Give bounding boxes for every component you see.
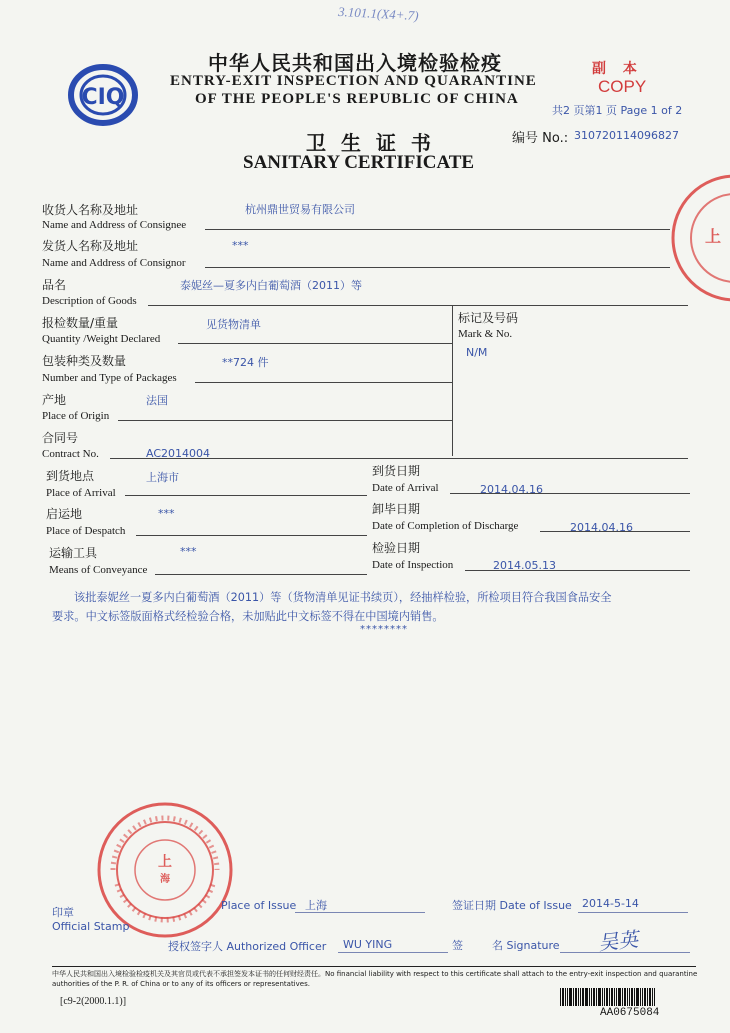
despatch-label-en: Place of Despatch — [46, 525, 126, 537]
contract-label-zh: 合同号 — [42, 431, 79, 445]
cert-title-zh: 卫 生 证 书 — [306, 131, 435, 155]
consignor-label-en: Name and Address of Consignor — [42, 257, 186, 269]
consignor-label-zh: 发货人名称及地址 — [42, 239, 139, 253]
issue-date-label: 签证日期 Date of Issue — [452, 899, 572, 912]
ciq-logo-icon — [66, 62, 140, 126]
consignee-label-zh: 收货人名称及地址 — [42, 203, 139, 217]
contract-label-en: Contract No. — [42, 448, 99, 460]
official-stamp-label-en: Official Stamp — [52, 920, 130, 933]
discharge-value: 2014.04.16 — [570, 521, 633, 534]
despatch-label-zh: 启运地 — [46, 507, 83, 521]
inspection-label-en: Date of Inspection — [372, 559, 454, 571]
origin-label-en: Place of Origin — [42, 410, 110, 422]
svg-text:上: 上 — [705, 227, 722, 246]
consignor-underline — [205, 267, 670, 268]
certificate-body-line-2: 要求。中文标签版面格式经检验合格，未加贴此中文标签不得在中国境内销售。 — [52, 610, 444, 623]
edge-seal-stamp — [665, 170, 730, 305]
signature-underline — [560, 952, 690, 953]
cert-number-label: 编号 No.: — [512, 131, 569, 146]
mark-label-en: Mark & No. — [458, 328, 513, 340]
conveyance-underline — [155, 574, 367, 575]
issue-place-value: 上海 — [305, 899, 327, 912]
issue-place-label: Place of Issue — [221, 899, 297, 912]
svg-text:上: 上 — [158, 854, 172, 870]
official-stamp-label-zh: 印章 — [52, 906, 74, 919]
origin-value: 法国 — [146, 394, 168, 407]
issue-place-underline — [295, 912, 425, 913]
quantity-label-en: Quantity /Weight Declared — [42, 333, 161, 345]
inspection-underline — [465, 570, 690, 571]
org-title-zh: 中华人民共和国出入境检验检疫 — [208, 51, 502, 75]
mark-box-divider — [452, 306, 453, 456]
mark-value: N/M — [466, 346, 488, 359]
officer-underline — [338, 952, 448, 953]
cert-title-en: SANITARY CERTIFICATE — [243, 152, 475, 173]
org-title-en-1: ENTRY-EXIT INSPECTION AND QUARANTINE — [170, 73, 537, 89]
org-title-en-2: OF THE PEOPLE'S REPUBLIC OF CHINA — [195, 91, 519, 107]
copy-label-zh: 副 本 — [592, 61, 643, 77]
origin-underline — [118, 420, 452, 421]
certificate-body-stars: ******** — [360, 624, 408, 635]
origin-label-zh: 产地 — [42, 393, 67, 407]
barcode-icon — [560, 988, 655, 1006]
official-seal-stamp — [95, 800, 235, 940]
conveyance-value: *** — [180, 545, 197, 558]
officer-label: 授权签字人 Authorized Officer — [168, 940, 327, 953]
discharge-label-en: Date of Completion of Discharge — [372, 520, 519, 532]
packages-label-en: Number and Type of Packages — [42, 372, 177, 384]
svg-text:海: 海 — [160, 874, 170, 885]
packages-underline — [195, 382, 452, 383]
logo-text: CIQ — [81, 85, 125, 110]
signature-label-zh: 签 — [452, 939, 463, 952]
inspection-label-zh: 检验日期 — [372, 541, 421, 555]
arrival-date-label-en: Date of Arrival — [372, 482, 439, 494]
handwritten-signature: 吴英 — [597, 926, 640, 956]
liability-disclaimer: 中华人民共和国出入境检验检疫机关及其官员或代表不承担签发本证书的任何财经责任。No financial liability with respect to this certificate shall attach to the entry-exit inspection and quarantine authorities of the P. R. of China or to any of its officers or representatives. — [52, 970, 698, 988]
quantity-value: 见货物清单 — [206, 318, 261, 331]
goods-label-zh: 品名 — [42, 278, 67, 292]
cert-number-value: 310720114096827 — [574, 129, 679, 142]
mark-label-zh: 标记及号码 — [458, 311, 519, 325]
conveyance-label-en: Means of Conveyance — [49, 564, 148, 576]
arrival-date-value: 2014.04.16 — [480, 483, 543, 496]
arrival-place-label-zh: 到货地点 — [46, 469, 95, 483]
consignee-label-en: Name and Address of Consignee — [42, 219, 187, 231]
barcode-number: AA0675084 — [600, 1007, 660, 1019]
page-info: 共2 页第1 页 Page 1 of 2 — [552, 104, 683, 117]
officer-value: WU YING — [343, 938, 393, 951]
arrival-place-value: 上海市 — [146, 471, 179, 484]
packages-value: **724 件 — [222, 356, 269, 369]
issue-date-value: 2014-5-14 — [582, 897, 639, 910]
handwritten-reference: 3.101.1(X4+.7) — [337, 3, 419, 24]
despatch-underline — [136, 535, 367, 536]
signature-label: 名 Signature — [492, 939, 560, 952]
certificate-body-line-1: 该批泰妮丝一夏多内白葡萄酒（2011）等（货物清单见证书续页），经抽样检验，所检项目符合我国食品安全 — [74, 591, 612, 604]
consignee-value: 杭州鼎世贸易有限公司 — [245, 203, 355, 216]
goods-label-en: Description of Goods — [42, 295, 137, 307]
discharge-underline — [540, 531, 690, 532]
arrival-place-label-en: Place of Arrival — [46, 487, 116, 499]
consignor-value: *** — [232, 239, 249, 252]
form-code: [c9-2(2000.1.1)] — [60, 996, 127, 1007]
contract-underline — [110, 458, 688, 459]
discharge-label-zh: 卸毕日期 — [372, 502, 421, 516]
footer-divider — [52, 966, 696, 967]
quantity-underline — [178, 343, 452, 344]
contract-value: AC2014004 — [146, 447, 211, 460]
quantity-label-zh: 报检数量/重量 — [42, 316, 119, 330]
goods-underline — [148, 305, 688, 306]
consignee-underline — [205, 229, 670, 230]
arrival-date-label-zh: 到货日期 — [372, 464, 421, 478]
goods-value: 泰妮丝—夏多内白葡萄酒（2011）等 — [180, 279, 362, 292]
despatch-value: *** — [158, 507, 175, 520]
arrival-date-underline — [450, 493, 690, 494]
arrival-place-underline — [125, 495, 367, 496]
inspection-value: 2014.05.13 — [493, 559, 556, 572]
conveyance-label-zh: 运输工具 — [49, 546, 98, 560]
issue-date-underline — [578, 912, 688, 913]
copy-label-en: COPY — [598, 77, 647, 96]
packages-label-zh: 包装种类及数量 — [42, 354, 127, 368]
